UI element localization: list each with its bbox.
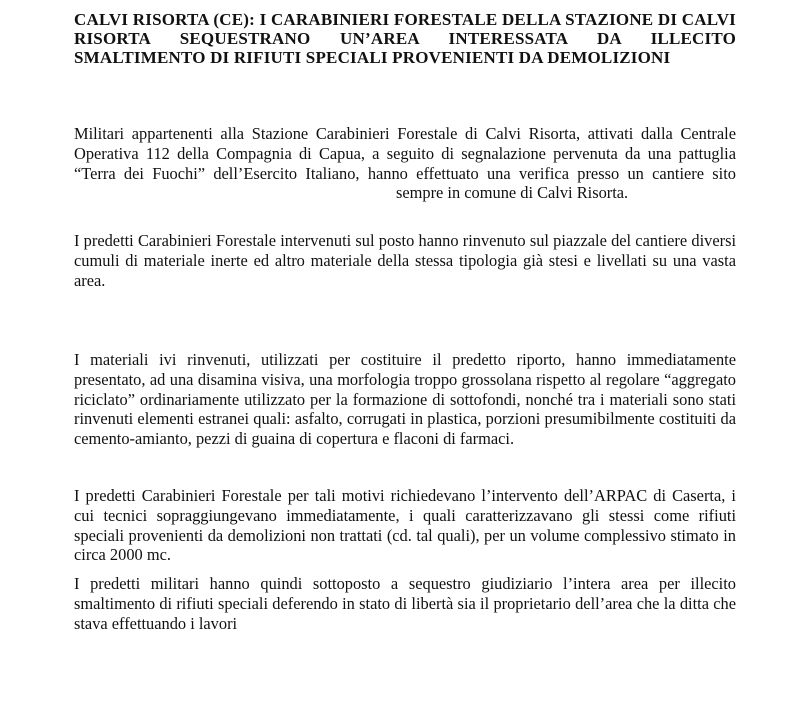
paragraph-2: I predetti Carabinieri Forestale intervenuti sul posto hanno rinvenuto sul piazzale del cantiere diversi cumuli di materiale inerte ed altro materiale della stessa tipologia già stesi e livellati su una vasta area. bbox=[74, 231, 736, 290]
document-title: CALVI RISORTA (CE): I CARABINIERI FORESTALE DELLA STAZIONE DI CALVI RISORTA SEQUESTRANO UN’AREA INTERESSATA DA ILLECITO SMALTIMENTO DI RIFIUTI SPECIALI PROVENIENTI DA DEMOLIZIONI bbox=[74, 10, 736, 67]
paragraph-1-part-2: sempre in comune di Calvi Risorta. bbox=[396, 183, 629, 203]
paragraph-3: I materiali ivi rinvenuti, utilizzati per costituire il predetto riporto, hanno immediatamente presentato, ad una disamina visiva, una morfologia troppo grossolana rispetto al regolare “aggregato riciclato” ordinariamente utilizzato per la formazione di sottofondi, nonché tra i materiali sono stati rinvenuti elementi estranei quali: asfalto, corrugati in plastica, porzioni presumibilmente costituiti da cemento-amianto, pezzi di guaina di copertura e flaconi di farmaci. bbox=[74, 350, 736, 449]
paragraph-1 bbox=[74, 124, 736, 203]
paragraph-5: I predetti militari hanno quindi sottoposto a sequestro giudiziario l’intera area per illecito smaltimento di rifiuti speciali deferendo in stato di libertà sia il proprietario dell’area che la ditta che stava effettuando i lavori bbox=[74, 574, 736, 633]
paragraph-4: I predetti Carabinieri Forestale per tali motivi richiedevano l’intervento dell’ARPAC di Caserta, i cui tecnici sopraggiungevano immediatamente, i quali caratterizzavano gli stessi come rifiuti speciali provenienti da demolizioni non trattati (cd. tal quali), per un volume complessivo stimato in circa 2000 mc. bbox=[74, 486, 736, 565]
paragraph-1-part-1: Militari appartenenti alla Stazione Carabinieri Forestale di Calvi Risorta, attivati dalla Centrale Operativa 112 della Compagnia di Capua, a seguito di segnalazione pervenuta da una pattuglia “Terra dei Fuochi” dell’Esercito Italiano, hanno effettuato una verifica presso un cantiere sito bbox=[74, 124, 736, 183]
